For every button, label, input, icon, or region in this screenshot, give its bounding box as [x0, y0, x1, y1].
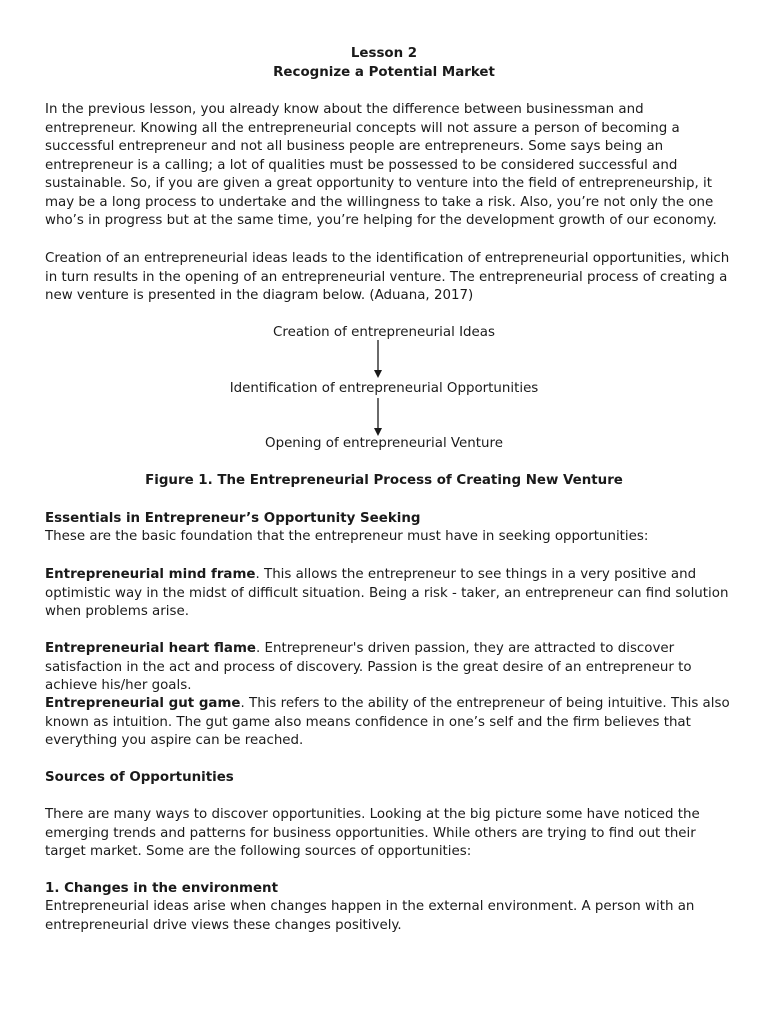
down-arrow-icon: [377, 340, 379, 376]
intro-paragraph-2: Creation of an entrepreneurial ideas leads to the identification of entrepreneurial opportunities, which in turn results in the opening of an entrepreneurial venture. The entrepreneurial process of creating a new venture is presented in the diagram below. (Aduana, 2017): [45, 251, 730, 303]
essential-item: [45, 640, 735, 696]
lesson-title: Recognize a Potential Market: [273, 65, 495, 80]
diagram-step-2: Identification of entrepreneurial Opportunities: [229, 381, 539, 396]
intro-paragraph-1: In the previous lesson, you already know about the difference between businessman and entrepreneur. Knowing all the entrepreneurial concepts will not assure a person of becoming a successful entrepreneur and not all business people are entrepreneurs. Some says being an entrepreneur is a calling; a lot of qualities must be possessed to be considered successful and sustainable. So, if you are given a great opportunity to venture into the field of entrepreneurship, it may be a long process to undertake and the willingness to take a risk. Also, you’re not only the one who’s in progress but at the same time, you’re helping for the development growth of our economy.: [45, 102, 717, 228]
essential-text: . This refers to the ability of the entrepreneur of being intuitive. This also known as intuition. The gut game also means confidence in one’s self and the firm believes that everything you aspire can be reached.: [45, 696, 730, 748]
down-arrow-icon: [377, 398, 379, 434]
sources-item-1-text: Entrepreneurial ideas arise when changes happen in the external environment. A person with an entrepreneurial drive views these changes positively.: [45, 899, 695, 933]
diagram-step-3: Opening of entrepreneurial Venture: [265, 436, 503, 451]
essential-item: [45, 566, 735, 622]
lesson-number: Lesson 2: [350, 46, 418, 61]
diagram-step-1: Creation of entrepreneurial Ideas: [273, 325, 495, 340]
essential-text: . Entrepreneur's driven passion, they are attracted to discover satisfaction in the act and process of discovery. Passion is the great desire of an entrepreneur to achieve his/her goals.: [45, 641, 692, 693]
essential-term: Entrepreneurial mind frame: [45, 567, 256, 582]
essential-text: . This allows the entrepreneur to see things in a very positive and optimistic way in the midst of difficult situation. Being a risk - taker, an entrepreneur can find solution when problems arise.: [45, 567, 729, 619]
sources-item-1-heading: 1. Changes in the environment: [45, 881, 278, 896]
essentials-intro: These are the basic foundation that the entrepreneur must have in seeking opportunities:: [45, 529, 649, 544]
sources-intro: There are many ways to discover opportunities. Looking at the big picture some have noticed the emerging trends and patterns for business opportunities. While others are trying to find out their target market. Some are the following sources of opportunities:: [45, 807, 700, 859]
sources-heading: Sources of Opportunities: [45, 770, 234, 785]
essentials-heading: Essentials in Entrepreneur’s Opportunity Seeking: [45, 511, 421, 526]
essential-item: [45, 695, 735, 751]
essential-term: Entrepreneurial heart flame: [45, 641, 256, 656]
essential-term: Entrepreneurial gut game: [45, 696, 241, 711]
figure-caption: Figure 1. The Entrepreneurial Process of Creating New Venture: [145, 473, 623, 488]
